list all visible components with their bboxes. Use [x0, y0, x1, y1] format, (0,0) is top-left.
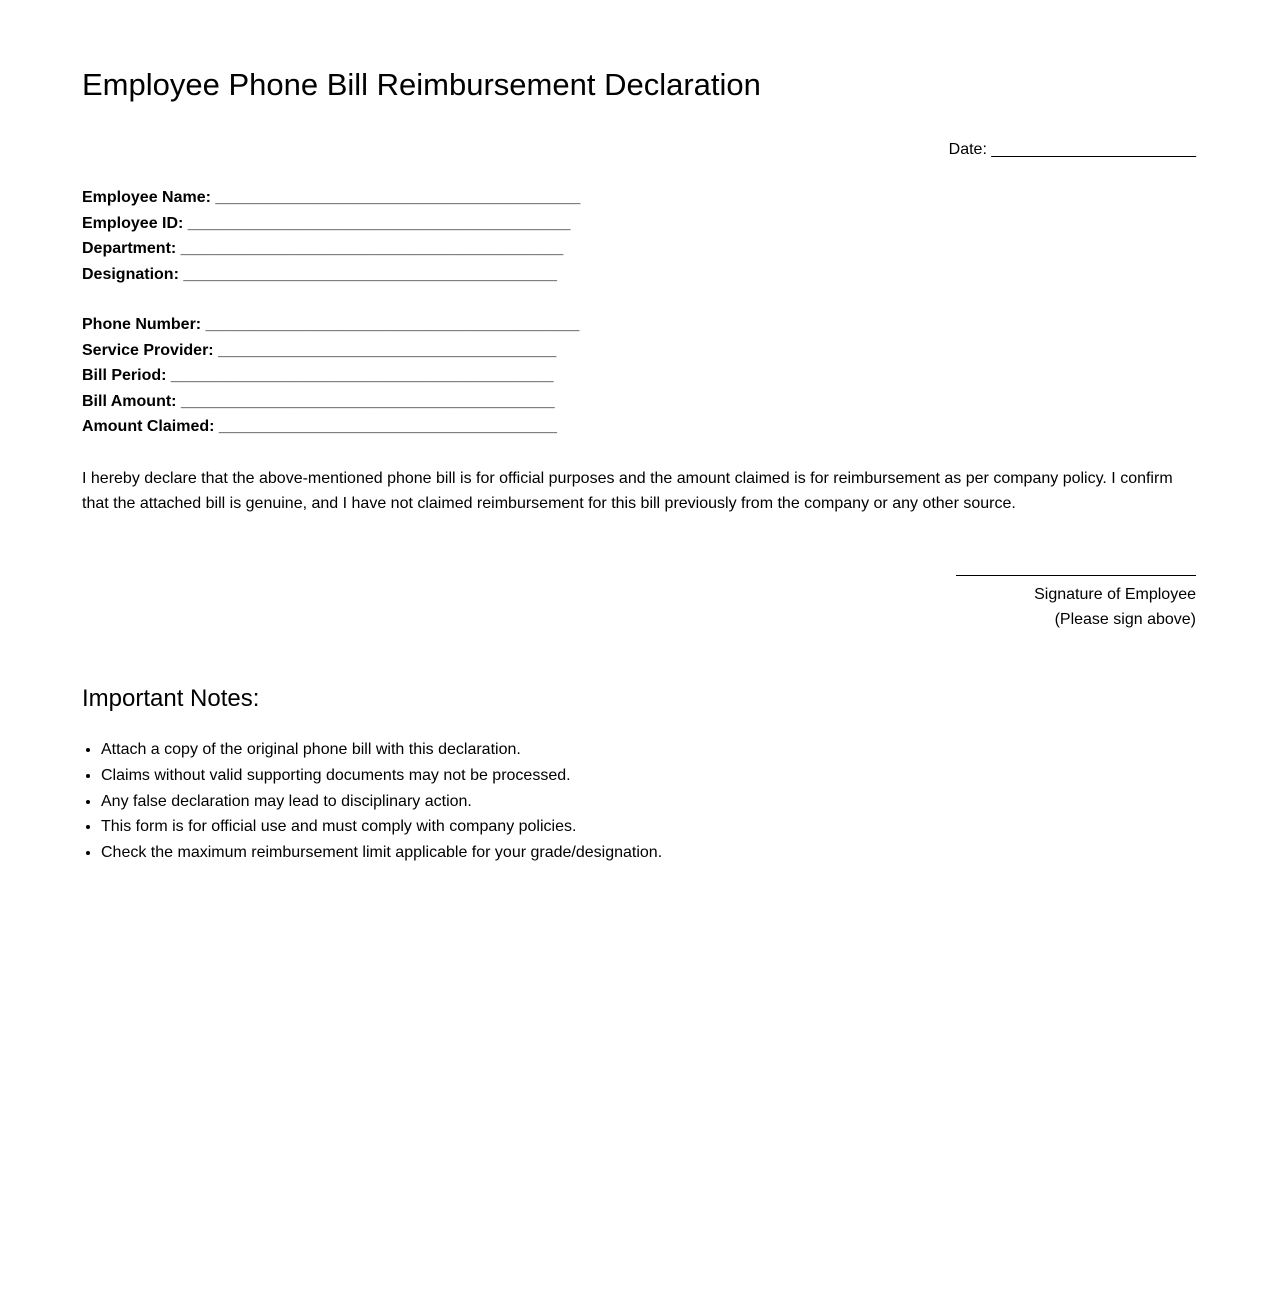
date-field: Date: _______________________ [948, 141, 1196, 158]
signature-block [956, 575, 1196, 632]
signature-line [956, 575, 1196, 582]
list-item: • Attach a copy of the original phone bill with this declaration. [101, 737, 662, 763]
designation-field: Designation: __________________________________________ [82, 265, 558, 283]
employee-details [82, 188, 782, 290]
bill-period-field: Bill Period: ___________________________________________ [82, 367, 554, 385]
signature-caption: Signature of Employee [1034, 586, 1196, 603]
bill-amount-field: Bill Amount: __________________________________________ [82, 392, 555, 410]
notes-title: Important Notes: [82, 685, 260, 712]
list-item: • Claims without valid supporting documents may not be processed. [101, 763, 662, 789]
notes-list [82, 737, 662, 866]
employee-id-field: Employee ID: ___________________________________________ [82, 214, 571, 232]
signature-hint: (Please sign above) [1054, 611, 1196, 628]
phone-number-field: Phone Number: __________________________________________ [82, 316, 580, 333]
department-field: Department: ___________________________________________ [82, 240, 564, 258]
amount-claimed-field: Amount Claimed: ______________________________________ [82, 418, 558, 436]
page-title: Employee Phone Bill Reimbursement Declaration [82, 67, 761, 102]
list-item: • Check the maximum reimbursement limit applicable for your grade/designation. [101, 840, 662, 866]
list-item: • Any false declaration may lead to disciplinary action. [101, 789, 662, 815]
declaration-text: I hereby declare that the above-mentioned phone bill is for official purposes and the amount claimed is for reimbursement as per company policy. I confirm that the attached bill is genuine, and I have not claimed reimbursement for this bill previously from the company or any other source. [82, 470, 1173, 512]
service-provider-field: Service Provider: ______________________________________ [82, 341, 557, 359]
employee-name-field: Employee Name: _________________________________________ [82, 189, 581, 206]
list-item: • This form is for official use and must comply with company policies. [101, 814, 662, 840]
bill-details [82, 315, 782, 443]
